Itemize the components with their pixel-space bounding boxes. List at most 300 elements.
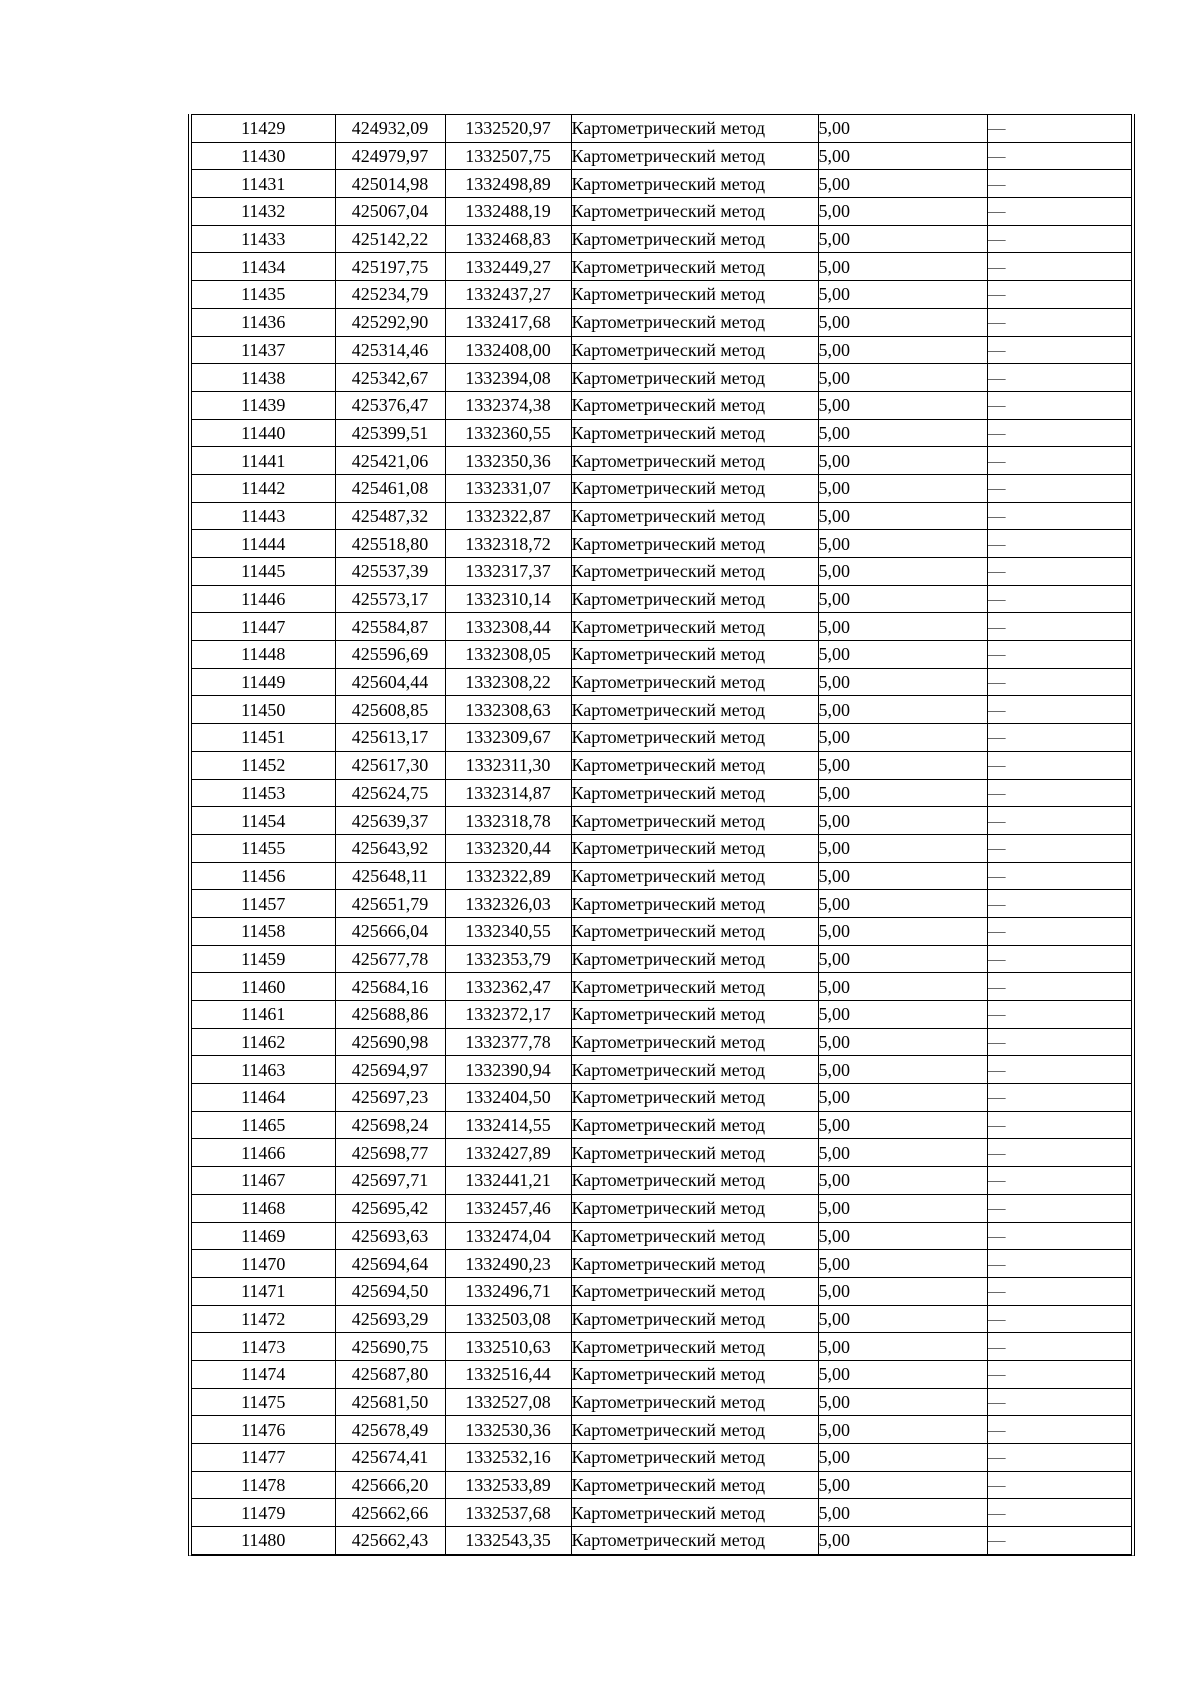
method-cell: Картометрический метод [571, 779, 818, 807]
accuracy-cell: 5,00 [818, 1305, 987, 1333]
method-cell: Картометрический метод [571, 890, 818, 918]
accuracy-cell: 5,00 [818, 1444, 987, 1472]
point-number-cell: 11472 [192, 1305, 335, 1333]
table-row [192, 198, 1131, 226]
point-number-cell: 11452 [192, 751, 335, 779]
x-coordinate-cell: 425662,66 [335, 1499, 445, 1527]
point-number-cell: 11453 [192, 779, 335, 807]
accuracy-cell: 5,00 [818, 474, 987, 502]
point-number-cell: 11431 [192, 170, 335, 198]
x-coordinate-cell: 425608,85 [335, 696, 445, 724]
table-row [192, 1388, 1131, 1416]
description-cell: — [987, 336, 1131, 364]
method-cell: Картометрический метод [571, 834, 818, 862]
table-row [192, 668, 1131, 696]
accuracy-cell: 5,00 [818, 1194, 987, 1222]
accuracy-cell: 5,00 [818, 1471, 987, 1499]
x-coordinate-cell: 425234,79 [335, 281, 445, 309]
description-cell: — [987, 834, 1131, 862]
point-number-cell: 11445 [192, 558, 335, 586]
accuracy-cell: 5,00 [818, 724, 987, 752]
accuracy-cell: 5,00 [818, 1111, 987, 1139]
x-coordinate-cell: 425690,98 [335, 1028, 445, 1056]
point-number-cell: 11467 [192, 1167, 335, 1195]
point-number-cell: 11448 [192, 641, 335, 669]
method-cell: Картометрический метод [571, 613, 818, 641]
y-coordinate-cell: 1332516,44 [445, 1360, 571, 1388]
accuracy-cell: 5,00 [818, 613, 987, 641]
description-cell: — [987, 1056, 1131, 1084]
x-coordinate-cell: 425677,78 [335, 945, 445, 973]
description-cell: — [987, 1111, 1131, 1139]
method-cell: Картометрический метод [571, 1111, 818, 1139]
table-row [192, 225, 1131, 253]
x-coordinate-cell: 425617,30 [335, 751, 445, 779]
table-row [192, 1056, 1131, 1084]
point-number-cell: 11454 [192, 807, 335, 835]
description-cell: — [987, 502, 1131, 530]
point-number-cell: 11457 [192, 890, 335, 918]
description-cell: — [987, 1499, 1131, 1527]
table-row [192, 1028, 1131, 1056]
y-coordinate-cell: 1332362,47 [445, 973, 571, 1001]
x-coordinate-cell: 425698,77 [335, 1139, 445, 1167]
point-number-cell: 11439 [192, 391, 335, 419]
table-row [192, 834, 1131, 862]
x-coordinate-cell: 425694,97 [335, 1056, 445, 1084]
point-number-cell: 11476 [192, 1416, 335, 1444]
x-coordinate-cell: 425604,44 [335, 668, 445, 696]
accuracy-cell: 5,00 [818, 530, 987, 558]
y-coordinate-cell: 1332309,67 [445, 724, 571, 752]
accuracy-cell: 5,00 [818, 779, 987, 807]
y-coordinate-cell: 1332308,05 [445, 641, 571, 669]
y-coordinate-cell: 1332322,87 [445, 502, 571, 530]
point-number-cell: 11473 [192, 1333, 335, 1361]
y-coordinate-cell: 1332390,94 [445, 1056, 571, 1084]
method-cell: Картометрический метод [571, 1194, 818, 1222]
description-cell: — [987, 1222, 1131, 1250]
point-number-cell: 11434 [192, 253, 335, 281]
point-number-cell: 11435 [192, 281, 335, 309]
point-number-cell: 11433 [192, 225, 335, 253]
table-row [192, 170, 1131, 198]
description-cell: — [987, 779, 1131, 807]
y-coordinate-cell: 1332326,03 [445, 890, 571, 918]
accuracy-cell: 5,00 [818, 447, 987, 475]
accuracy-cell: 5,00 [818, 1222, 987, 1250]
y-coordinate-cell: 1332457,46 [445, 1194, 571, 1222]
table-row [192, 1360, 1131, 1388]
description-cell: — [987, 1471, 1131, 1499]
method-cell: Картометрический метод [571, 253, 818, 281]
y-coordinate-cell: 1332543,35 [445, 1527, 571, 1555]
point-number-cell: 11474 [192, 1360, 335, 1388]
point-number-cell: 11466 [192, 1139, 335, 1167]
point-number-cell: 11471 [192, 1277, 335, 1305]
point-number-cell: 11470 [192, 1250, 335, 1278]
x-coordinate-cell: 425666,20 [335, 1471, 445, 1499]
y-coordinate-cell: 1332331,07 [445, 474, 571, 502]
description-cell: — [987, 253, 1131, 281]
method-cell: Картометрический метод [571, 364, 818, 392]
x-coordinate-cell: 425399,51 [335, 419, 445, 447]
point-number-cell: 11438 [192, 364, 335, 392]
y-coordinate-cell: 1332510,63 [445, 1333, 571, 1361]
description-cell: — [987, 198, 1131, 226]
table-row [192, 945, 1131, 973]
x-coordinate-cell: 425421,06 [335, 447, 445, 475]
description-cell: — [987, 917, 1131, 945]
method-cell: Картометрический метод [571, 1444, 818, 1472]
x-coordinate-cell: 425688,86 [335, 1001, 445, 1029]
method-cell: Картометрический метод [571, 945, 818, 973]
x-coordinate-cell: 425537,39 [335, 558, 445, 586]
x-coordinate-cell: 425573,17 [335, 585, 445, 613]
y-coordinate-cell: 1332377,78 [445, 1028, 571, 1056]
y-coordinate-cell: 1332311,30 [445, 751, 571, 779]
method-cell: Картометрический метод [571, 502, 818, 530]
point-number-cell: 11460 [192, 973, 335, 1001]
accuracy-cell: 5,00 [818, 391, 987, 419]
table-row [192, 1333, 1131, 1361]
table-row [192, 447, 1131, 475]
y-coordinate-cell: 1332474,04 [445, 1222, 571, 1250]
description-cell: — [987, 1333, 1131, 1361]
table-row [192, 585, 1131, 613]
y-coordinate-cell: 1332488,19 [445, 198, 571, 226]
y-coordinate-cell: 1332498,89 [445, 170, 571, 198]
table-row [192, 308, 1131, 336]
method-cell: Картометрический метод [571, 115, 818, 143]
method-cell: Картометрический метод [571, 696, 818, 724]
table-row [192, 1305, 1131, 1333]
coordinates-table [192, 114, 1131, 1555]
method-cell: Картометрический метод [571, 1056, 818, 1084]
y-coordinate-cell: 1332441,21 [445, 1167, 571, 1195]
table-row [192, 502, 1131, 530]
method-cell: Картометрический метод [571, 447, 818, 475]
description-cell: — [987, 613, 1131, 641]
description-cell: — [987, 668, 1131, 696]
x-coordinate-cell: 425461,08 [335, 474, 445, 502]
y-coordinate-cell: 1332374,38 [445, 391, 571, 419]
method-cell: Картометрический метод [571, 1222, 818, 1250]
table-row [192, 862, 1131, 890]
description-cell: — [987, 419, 1131, 447]
accuracy-cell: 5,00 [818, 862, 987, 890]
description-cell: — [987, 1416, 1131, 1444]
method-cell: Картометрический метод [571, 1527, 818, 1555]
method-cell: Картометрический метод [571, 1333, 818, 1361]
description-cell: — [987, 364, 1131, 392]
description-cell: — [987, 1527, 1131, 1555]
x-coordinate-cell: 425376,47 [335, 391, 445, 419]
description-cell: — [987, 641, 1131, 669]
description-cell: — [987, 1277, 1131, 1305]
x-coordinate-cell: 425639,37 [335, 807, 445, 835]
y-coordinate-cell: 1332314,87 [445, 779, 571, 807]
method-cell: Картометрический метод [571, 724, 818, 752]
description-cell: — [987, 751, 1131, 779]
x-coordinate-cell: 425314,46 [335, 336, 445, 364]
method-cell: Картометрический метод [571, 1277, 818, 1305]
y-coordinate-cell: 1332496,71 [445, 1277, 571, 1305]
accuracy-cell: 5,00 [818, 281, 987, 309]
y-coordinate-cell: 1332533,89 [445, 1471, 571, 1499]
point-number-cell: 11468 [192, 1194, 335, 1222]
y-coordinate-cell: 1332507,75 [445, 142, 571, 170]
method-cell: Картометрический метод [571, 530, 818, 558]
accuracy-cell: 5,00 [818, 1084, 987, 1112]
table-row [192, 724, 1131, 752]
table-row [192, 641, 1131, 669]
table-row [192, 1416, 1131, 1444]
y-coordinate-cell: 1332532,16 [445, 1444, 571, 1472]
description-cell: — [987, 558, 1131, 586]
method-cell: Картометрический метод [571, 1028, 818, 1056]
y-coordinate-cell: 1332404,50 [445, 1084, 571, 1112]
table-row [192, 613, 1131, 641]
table-row [192, 1111, 1131, 1139]
method-cell: Картометрический метод [571, 973, 818, 1001]
y-coordinate-cell: 1332308,22 [445, 668, 571, 696]
table-row [192, 696, 1131, 724]
accuracy-cell: 5,00 [818, 917, 987, 945]
x-coordinate-cell: 425662,43 [335, 1527, 445, 1555]
accuracy-cell: 5,00 [818, 198, 987, 226]
accuracy-cell: 5,00 [818, 973, 987, 1001]
y-coordinate-cell: 1332537,68 [445, 1499, 571, 1527]
y-coordinate-cell: 1332468,83 [445, 225, 571, 253]
point-number-cell: 11456 [192, 862, 335, 890]
table-row [192, 751, 1131, 779]
x-coordinate-cell: 425014,98 [335, 170, 445, 198]
y-coordinate-cell: 1332417,68 [445, 308, 571, 336]
x-coordinate-cell: 425681,50 [335, 1388, 445, 1416]
point-number-cell: 11465 [192, 1111, 335, 1139]
y-coordinate-cell: 1332308,44 [445, 613, 571, 641]
accuracy-cell: 5,00 [818, 585, 987, 613]
x-coordinate-cell: 425697,71 [335, 1167, 445, 1195]
x-coordinate-cell: 425687,80 [335, 1360, 445, 1388]
y-coordinate-cell: 1332408,00 [445, 336, 571, 364]
description-cell: — [987, 308, 1131, 336]
accuracy-cell: 5,00 [818, 641, 987, 669]
y-coordinate-cell: 1332372,17 [445, 1001, 571, 1029]
accuracy-cell: 5,00 [818, 1277, 987, 1305]
x-coordinate-cell: 425694,50 [335, 1277, 445, 1305]
accuracy-cell: 5,00 [818, 1001, 987, 1029]
y-coordinate-cell: 1332527,08 [445, 1388, 571, 1416]
description-cell: — [987, 945, 1131, 973]
table-row [192, 336, 1131, 364]
method-cell: Картометрический метод [571, 1084, 818, 1112]
description-cell: — [987, 115, 1131, 143]
method-cell: Картометрический метод [571, 308, 818, 336]
accuracy-cell: 5,00 [818, 1333, 987, 1361]
y-coordinate-cell: 1332308,63 [445, 696, 571, 724]
method-cell: Картометрический метод [571, 917, 818, 945]
y-coordinate-cell: 1332490,23 [445, 1250, 571, 1278]
x-coordinate-cell: 425624,75 [335, 779, 445, 807]
y-coordinate-cell: 1332503,08 [445, 1305, 571, 1333]
accuracy-cell: 5,00 [818, 115, 987, 143]
description-cell: — [987, 281, 1131, 309]
coordinates-table-container [188, 114, 1135, 1556]
table-row [192, 1194, 1131, 1222]
table-row [192, 779, 1131, 807]
table-row [192, 364, 1131, 392]
point-number-cell: 11437 [192, 336, 335, 364]
x-coordinate-cell: 425695,42 [335, 1194, 445, 1222]
x-coordinate-cell: 424932,09 [335, 115, 445, 143]
y-coordinate-cell: 1332520,97 [445, 115, 571, 143]
method-cell: Картометрический метод [571, 1139, 818, 1167]
method-cell: Картометрический метод [571, 668, 818, 696]
accuracy-cell: 5,00 [818, 1416, 987, 1444]
description-cell: — [987, 1028, 1131, 1056]
method-cell: Картометрический метод [571, 1001, 818, 1029]
description-cell: — [987, 1250, 1131, 1278]
table-row [192, 419, 1131, 447]
method-cell: Картометрический метод [571, 751, 818, 779]
point-number-cell: 11455 [192, 834, 335, 862]
table-row [192, 1139, 1131, 1167]
table-row [192, 1001, 1131, 1029]
point-number-cell: 11469 [192, 1222, 335, 1250]
y-coordinate-cell: 1332414,55 [445, 1111, 571, 1139]
description-cell: — [987, 1167, 1131, 1195]
point-number-cell: 11441 [192, 447, 335, 475]
y-coordinate-cell: 1332427,89 [445, 1139, 571, 1167]
y-coordinate-cell: 1332530,36 [445, 1416, 571, 1444]
accuracy-cell: 5,00 [818, 1250, 987, 1278]
description-cell: — [987, 142, 1131, 170]
point-number-cell: 11429 [192, 115, 335, 143]
accuracy-cell: 5,00 [818, 170, 987, 198]
x-coordinate-cell: 425648,11 [335, 862, 445, 890]
table-row [192, 558, 1131, 586]
y-coordinate-cell: 1332318,72 [445, 530, 571, 558]
table-row [192, 1444, 1131, 1472]
x-coordinate-cell: 425142,22 [335, 225, 445, 253]
description-cell: — [987, 1388, 1131, 1416]
x-coordinate-cell: 425643,92 [335, 834, 445, 862]
description-cell: — [987, 585, 1131, 613]
method-cell: Картометрический метод [571, 641, 818, 669]
method-cell: Картометрический метод [571, 225, 818, 253]
accuracy-cell: 5,00 [818, 1527, 987, 1555]
point-number-cell: 11430 [192, 142, 335, 170]
description-cell: — [987, 1444, 1131, 1472]
accuracy-cell: 5,00 [818, 890, 987, 918]
accuracy-cell: 5,00 [818, 834, 987, 862]
point-number-cell: 11440 [192, 419, 335, 447]
table-row [192, 391, 1131, 419]
description-cell: — [987, 474, 1131, 502]
coordinates-table-body [192, 115, 1131, 1555]
x-coordinate-cell: 425651,79 [335, 890, 445, 918]
description-cell: — [987, 724, 1131, 752]
method-cell: Картометрический метод [571, 391, 818, 419]
y-coordinate-cell: 1332394,08 [445, 364, 571, 392]
method-cell: Картометрический метод [571, 170, 818, 198]
x-coordinate-cell: 424979,97 [335, 142, 445, 170]
accuracy-cell: 5,00 [818, 696, 987, 724]
x-coordinate-cell: 425678,49 [335, 1416, 445, 1444]
table-row [192, 281, 1131, 309]
point-number-cell: 11444 [192, 530, 335, 558]
point-number-cell: 11462 [192, 1028, 335, 1056]
method-cell: Картометрический метод [571, 585, 818, 613]
y-coordinate-cell: 1332320,44 [445, 834, 571, 862]
point-number-cell: 11479 [192, 1499, 335, 1527]
point-number-cell: 11478 [192, 1471, 335, 1499]
point-number-cell: 11475 [192, 1388, 335, 1416]
accuracy-cell: 5,00 [818, 1167, 987, 1195]
method-cell: Картометрический метод [571, 336, 818, 364]
method-cell: Картометрический метод [571, 1471, 818, 1499]
table-row [192, 1167, 1131, 1195]
y-coordinate-cell: 1332310,14 [445, 585, 571, 613]
table-row [192, 1084, 1131, 1112]
accuracy-cell: 5,00 [818, 1028, 987, 1056]
accuracy-cell: 5,00 [818, 142, 987, 170]
table-row [192, 1277, 1131, 1305]
accuracy-cell: 5,00 [818, 668, 987, 696]
y-coordinate-cell: 1332318,78 [445, 807, 571, 835]
x-coordinate-cell: 425292,90 [335, 308, 445, 336]
accuracy-cell: 5,00 [818, 751, 987, 779]
table-row [192, 973, 1131, 1001]
point-number-cell: 11443 [192, 502, 335, 530]
description-cell: — [987, 1001, 1131, 1029]
method-cell: Картометрический метод [571, 1499, 818, 1527]
x-coordinate-cell: 425197,75 [335, 253, 445, 281]
y-coordinate-cell: 1332437,27 [445, 281, 571, 309]
x-coordinate-cell: 425693,63 [335, 1222, 445, 1250]
point-number-cell: 11447 [192, 613, 335, 641]
x-coordinate-cell: 425613,17 [335, 724, 445, 752]
y-coordinate-cell: 1332322,89 [445, 862, 571, 890]
point-number-cell: 11449 [192, 668, 335, 696]
description-cell: — [987, 890, 1131, 918]
table-row [192, 917, 1131, 945]
y-coordinate-cell: 1332350,36 [445, 447, 571, 475]
table-row [192, 1527, 1131, 1555]
y-coordinate-cell: 1332353,79 [445, 945, 571, 973]
accuracy-cell: 5,00 [818, 225, 987, 253]
description-cell: — [987, 447, 1131, 475]
method-cell: Картометрический метод [571, 142, 818, 170]
x-coordinate-cell: 425697,23 [335, 1084, 445, 1112]
description-cell: — [987, 973, 1131, 1001]
description-cell: — [987, 1305, 1131, 1333]
x-coordinate-cell: 425698,24 [335, 1111, 445, 1139]
table-row [192, 1222, 1131, 1250]
accuracy-cell: 5,00 [818, 308, 987, 336]
table-row [192, 253, 1131, 281]
method-cell: Картометрический метод [571, 1167, 818, 1195]
description-cell: — [987, 1360, 1131, 1388]
x-coordinate-cell: 425694,64 [335, 1250, 445, 1278]
y-coordinate-cell: 1332449,27 [445, 253, 571, 281]
method-cell: Картометрический метод [571, 1388, 818, 1416]
description-cell: — [987, 1194, 1131, 1222]
x-coordinate-cell: 425674,41 [335, 1444, 445, 1472]
table-row [192, 890, 1131, 918]
